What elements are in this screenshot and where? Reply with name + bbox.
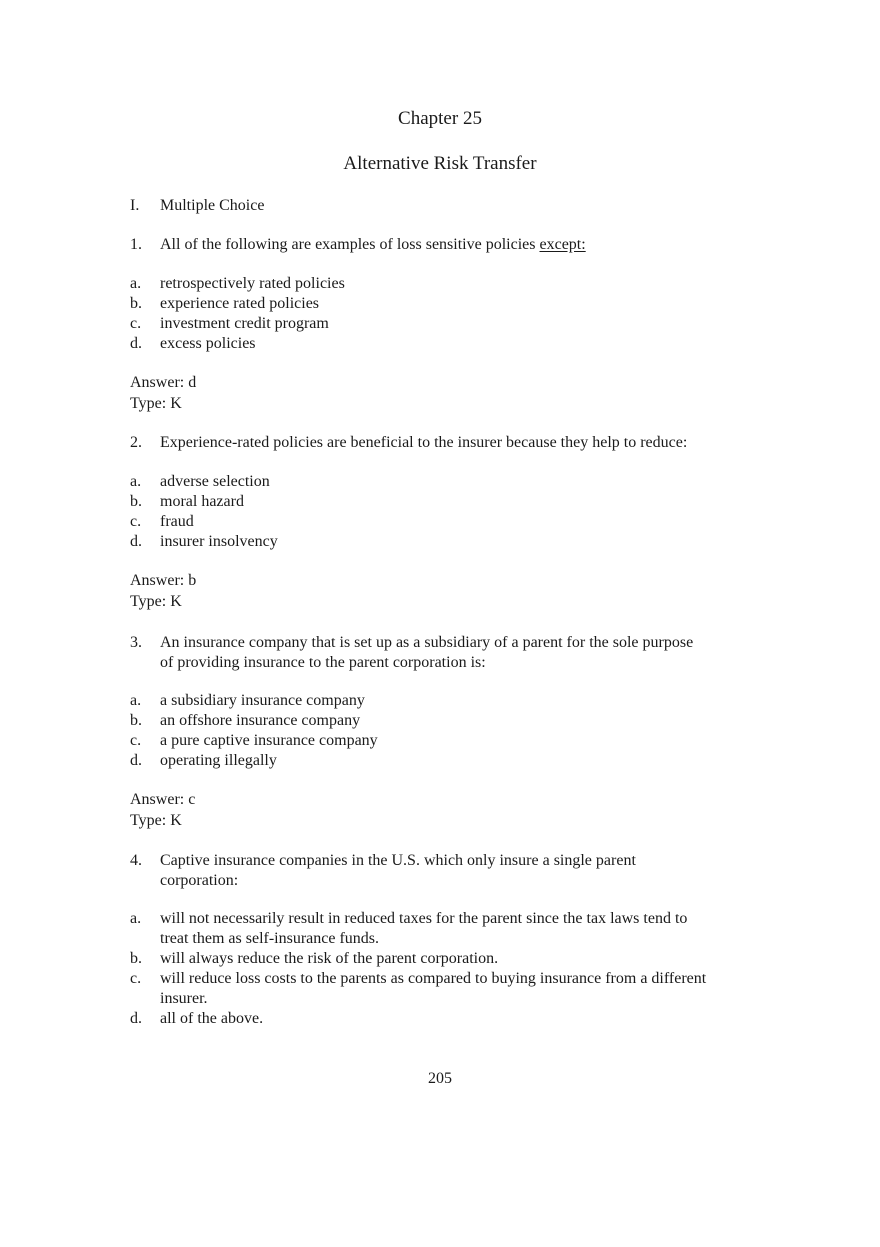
option-4a-cont: treat them as self-insurance funds.	[160, 930, 380, 947]
option-text: excess policies	[160, 335, 256, 352]
option-4b	[130, 949, 498, 969]
type-3: Type: K	[130, 812, 182, 829]
question-number: 4.	[130, 852, 142, 869]
option-2d	[130, 532, 278, 552]
option-text: all of the above.	[160, 1010, 264, 1027]
option-letter: b.	[130, 295, 142, 312]
option-text: experience rated policies	[160, 295, 320, 312]
option-letter: a.	[130, 910, 142, 927]
question-4-stem-cont: corporation:	[160, 872, 239, 889]
option-4c	[130, 969, 706, 989]
question-3-stem	[130, 633, 693, 653]
option-1c	[130, 314, 329, 334]
option-letter: a.	[130, 473, 142, 490]
question-4-stem	[130, 851, 636, 871]
option-text: investment credit program	[160, 315, 329, 332]
option-text: moral hazard	[160, 493, 244, 510]
option-letter: c.	[130, 970, 142, 987]
question-text: All of the following are examples of loss sensitive policies	[160, 236, 540, 253]
option-2c	[130, 512, 194, 532]
option-1d	[130, 334, 256, 354]
option-letter: c.	[130, 732, 142, 749]
option-text: will always reduce the risk of the parent corporation.	[160, 950, 499, 967]
option-3c	[130, 731, 378, 751]
answer-2: Answer: b	[130, 572, 197, 589]
option-text: will not necessarily result in reduced taxes for the parent since the tax laws tend to	[160, 910, 688, 927]
option-text: insurer insolvency	[160, 533, 278, 550]
answer-1: Answer: d	[130, 374, 197, 391]
option-2a	[130, 472, 270, 492]
option-text: retrospectively rated policies	[160, 275, 345, 292]
option-text: adverse selection	[160, 473, 270, 490]
chapter-title: Alternative Risk Transfer	[343, 153, 537, 174]
option-letter: a.	[130, 692, 142, 709]
page-number: 205	[428, 1070, 452, 1087]
option-3b	[130, 711, 360, 731]
option-text: an offshore insurance company	[160, 712, 361, 729]
answer-3: Answer: c	[130, 791, 196, 808]
option-text: will reduce loss costs to the parents as compared to buying insurance from a different	[160, 970, 707, 987]
option-letter: d.	[130, 335, 142, 352]
option-2b	[130, 492, 244, 512]
option-letter: b.	[130, 712, 142, 729]
option-text: a subsidiary insurance company	[160, 692, 365, 709]
option-letter: b.	[130, 493, 142, 510]
option-letter: a.	[130, 275, 142, 292]
question-number: 1.	[130, 236, 142, 253]
option-letter: b.	[130, 950, 142, 967]
question-emphasis: except:	[539, 236, 586, 253]
option-text: operating illegally	[160, 752, 277, 769]
question-text: Captive insurance companies in the U.S. which only insure a single parent	[160, 852, 636, 869]
question-number: 3.	[130, 634, 142, 651]
option-3d	[130, 751, 277, 771]
option-4a	[130, 909, 687, 929]
option-text: a pure captive insurance company	[160, 732, 378, 749]
question-3-stem-cont: of providing insurance to the parent corporation is:	[160, 654, 486, 671]
type-1: Type: K	[130, 395, 182, 412]
option-text: fraud	[160, 513, 194, 530]
type-2: Type: K	[130, 593, 182, 610]
question-text: An insurance company that is set up as a subsidiary of a parent for the sole purpose	[160, 634, 694, 651]
option-1a	[130, 274, 345, 294]
option-4c-cont: insurer.	[160, 990, 208, 1007]
option-letter: d.	[130, 752, 142, 769]
question-number: 2.	[130, 434, 142, 451]
option-1b	[130, 294, 319, 314]
question-text: Experience-rated policies are beneficial to the insurer because they help to reduce:	[160, 434, 688, 451]
option-letter: c.	[130, 513, 142, 530]
chapter-heading: Chapter 25	[398, 108, 482, 129]
question-1-stem	[130, 235, 586, 255]
question-2-stem	[130, 433, 687, 453]
section-number: I.	[130, 197, 140, 214]
option-3a	[130, 691, 365, 711]
option-letter: d.	[130, 533, 142, 550]
option-letter: d.	[130, 1010, 142, 1027]
section-label: Multiple Choice	[160, 197, 265, 214]
option-4d	[130, 1009, 263, 1029]
section-heading	[130, 196, 264, 216]
option-letter: c.	[130, 315, 142, 332]
